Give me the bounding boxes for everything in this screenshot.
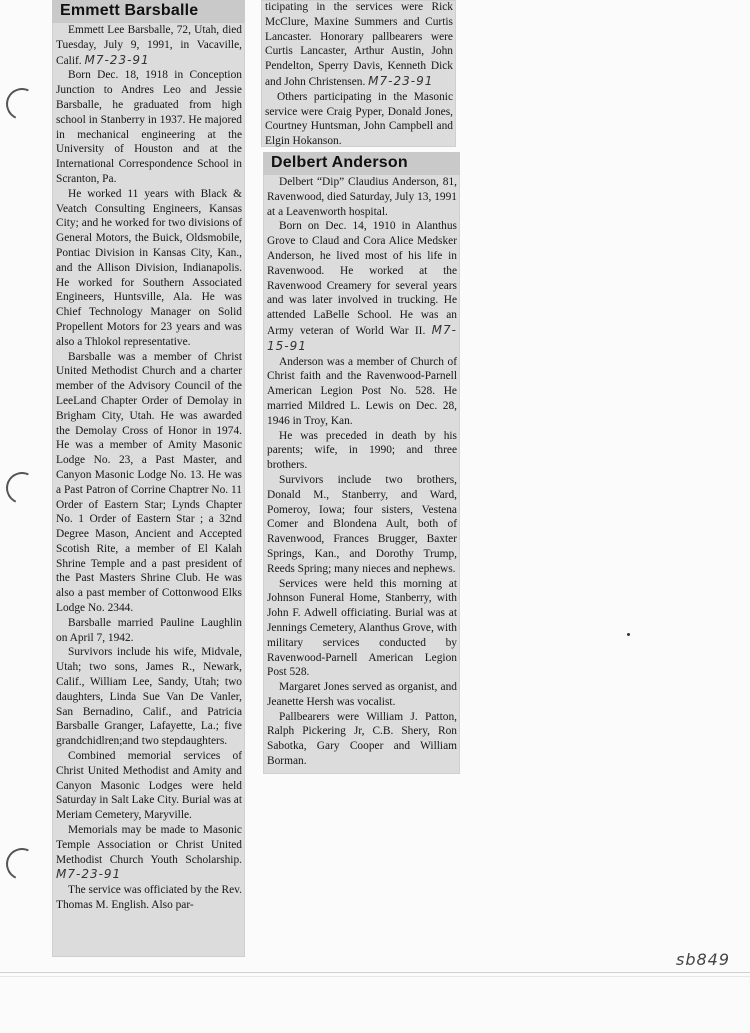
page-edge-line <box>0 972 750 973</box>
binder-hole-top <box>1 83 42 124</box>
headline-anderson: Delbert Anderson <box>263 152 460 175</box>
handwritten-date-note: M7-23-91 <box>56 867 122 882</box>
paragraph: Survivors include his wife, Midvale, Utah; two sons, James R., Newark, Calif., William Lee, Sandy, Utah; two daughters, Linda Sue Van De Vanler, San Bernadino, Calif., and Patricia Barsballe Granger, Lafayette, La.; five grandchidlren;and two stepdaughters. <box>56 646 242 748</box>
obituary-clipping-barsballe <box>52 0 245 957</box>
paragraph: Born Dec. 18, 1918 in Conception Junction to Andres Leo and Jessie Barsballe, he graduated from high school in Stanberry in 1937. He majored in mechanical engineering at the University of Houston and at the International Correspondence School in Scranton, Pa. <box>56 69 242 185</box>
paragraph: Memorials may be made to Masonic Temple Association or Christ United Methodist Church Youth Scholarship. M7-23-91 <box>56 824 242 882</box>
handwritten-date-note: M7-15-91 <box>267 322 457 353</box>
paragraph: Services were held this morning at Johnson Funeral Home, Stanberry, with John F. Adwell officiating. Burial was at Jennings Cemetery, Alanthus Grove, with military services conducted by Ravenwood-Parnell American Legion Post 528. <box>267 577 457 679</box>
scan-speck <box>627 633 630 636</box>
paragraph: The service was officiated by the Rev. Thomas M. English. Also par- <box>56 884 242 912</box>
paragraph: Pallbearers were William J. Patton, Ralph Pickering Jr, C.B. Shery, Ron Sabotka, Gary Cooper and William Borman. <box>267 710 457 768</box>
binder-hole-middle <box>1 467 42 508</box>
paragraph: Margaret Jones served as organist, and Jeanette Hersh was vocalist. <box>267 681 457 708</box>
paragraph: Survivors include two brothers, Donald M., Stanberry, and Ward, Pomeroy, Iowa; four sisters, Vestena Comer and Blondena Ault, both of Ravenwood, Frances Brugger, Baxter Springs, Kan., and Dorothy Trump, Reeds Spring; many nieces and nephews. <box>267 473 457 575</box>
obituary-clipping-anderson <box>263 152 460 774</box>
paragraph: ticipating in the services were Rick McClure, Maxine Summers and Curtis Lancaster. Honorary pallbearers were Curtis Lancaster, Arthur Austin, John Pendelton, Sperry Davis, Kenneth Dick and John Christensen. M7-23-91 <box>265 1 453 88</box>
paragraph: Born on Dec. 14, 1910 in Alanthus Grove to Claud and Cora Alice Medsker Anderson, he lived most of his life in Ravenwood. He worked at the Ravenwood Creamery for several years and was later involved in trucking. He attended LaBelle School. He was an Army veteran of World War II. M7-15-91 <box>267 220 457 353</box>
paragraph: Barsballe married Pauline Laughlin on April 7, 1942. <box>56 616 242 644</box>
paragraph: Combined memorial services of Christ United Methodist and Amity and Canyon Masonic Lodges were held Saturday in Salt Lake City. Burial was at Meriam Cemetery, Maryville. <box>56 750 242 822</box>
paragraph: He was preceded in death by his parents; wife, in 1990; and three brothers. <box>267 429 457 472</box>
page-edge-line <box>0 976 750 977</box>
archive-code: sb849 <box>676 950 731 969</box>
paragraph: Barsballe was a member of Christ United Methodist Church and a charter member of the Advisory Council of the LeeLand Chapter Order of Demolay in Brigham City, Utah. He was awarded the Demolay Cross of Honor in 1974. He was a member of Amity Masonic Lodge No. 23, a Past Master, and Canyon Masonic Lodge No. 13. He was a Past Patron of Corrine Chaptrer No. 11 Order of Eastern Star; Lynds Chapter No. 1 Order of Eastern Star ; a 32nd Degree Mason, Ancient and Accepted Scotish Rite, a member of El Kalah Shrine Temple and a past president of the Past Masters Shrine Club. He was also a past member of Cottonwood Elks Lodge No. 2344. <box>56 350 242 615</box>
paragraph: Delbert “Dip” Claudius Anderson, 81, Ravenwood, died Saturday, July 13, 1991 at a Leavenworth hospital. <box>267 176 457 218</box>
headline-barsballe: Emmett Barsballe <box>52 0 245 23</box>
paragraph: Anderson was a member of Church of Christ faith and the Ravenwood-Parnell American Legion Post No. 528. He married Mildred L. Lewis on Dec. 28, 1946 in Troy, Kan. <box>267 355 457 427</box>
paragraph: Others participating in the Masonic service were Craig Pyper, Donald Jones, Courtney Huntsman, John Campbell and Elgin Hokanson. <box>265 90 453 147</box>
binder-hole-bottom <box>1 843 42 884</box>
obituary-clipping-barsballe-continued <box>261 0 456 147</box>
handwritten-date-note: M7-23-91 <box>84 52 150 67</box>
paragraph: Emmett Lee Barsballe, 72, Utah, died Tuesday, July 9, 1991, in Vacaville, Calif. M7-23-91 <box>56 24 242 67</box>
paragraph: He worked 11 years with Black & Veatch Consulting Engineers, Kansas City; and he worked for two divisions of General Motors, the Buick, Oldsmobile, Pontiac Division in Kansas City, Kan., and the Allison Division, Indianapolis. He worked for Southern Associated Engineers, Huntsville, Ala. He was Chief Technology Manager on Solid Propellent Motors for 23 years and was also a Thlokol representative. <box>56 187 242 348</box>
handwritten-date-note: M7-23-91 <box>368 73 434 88</box>
